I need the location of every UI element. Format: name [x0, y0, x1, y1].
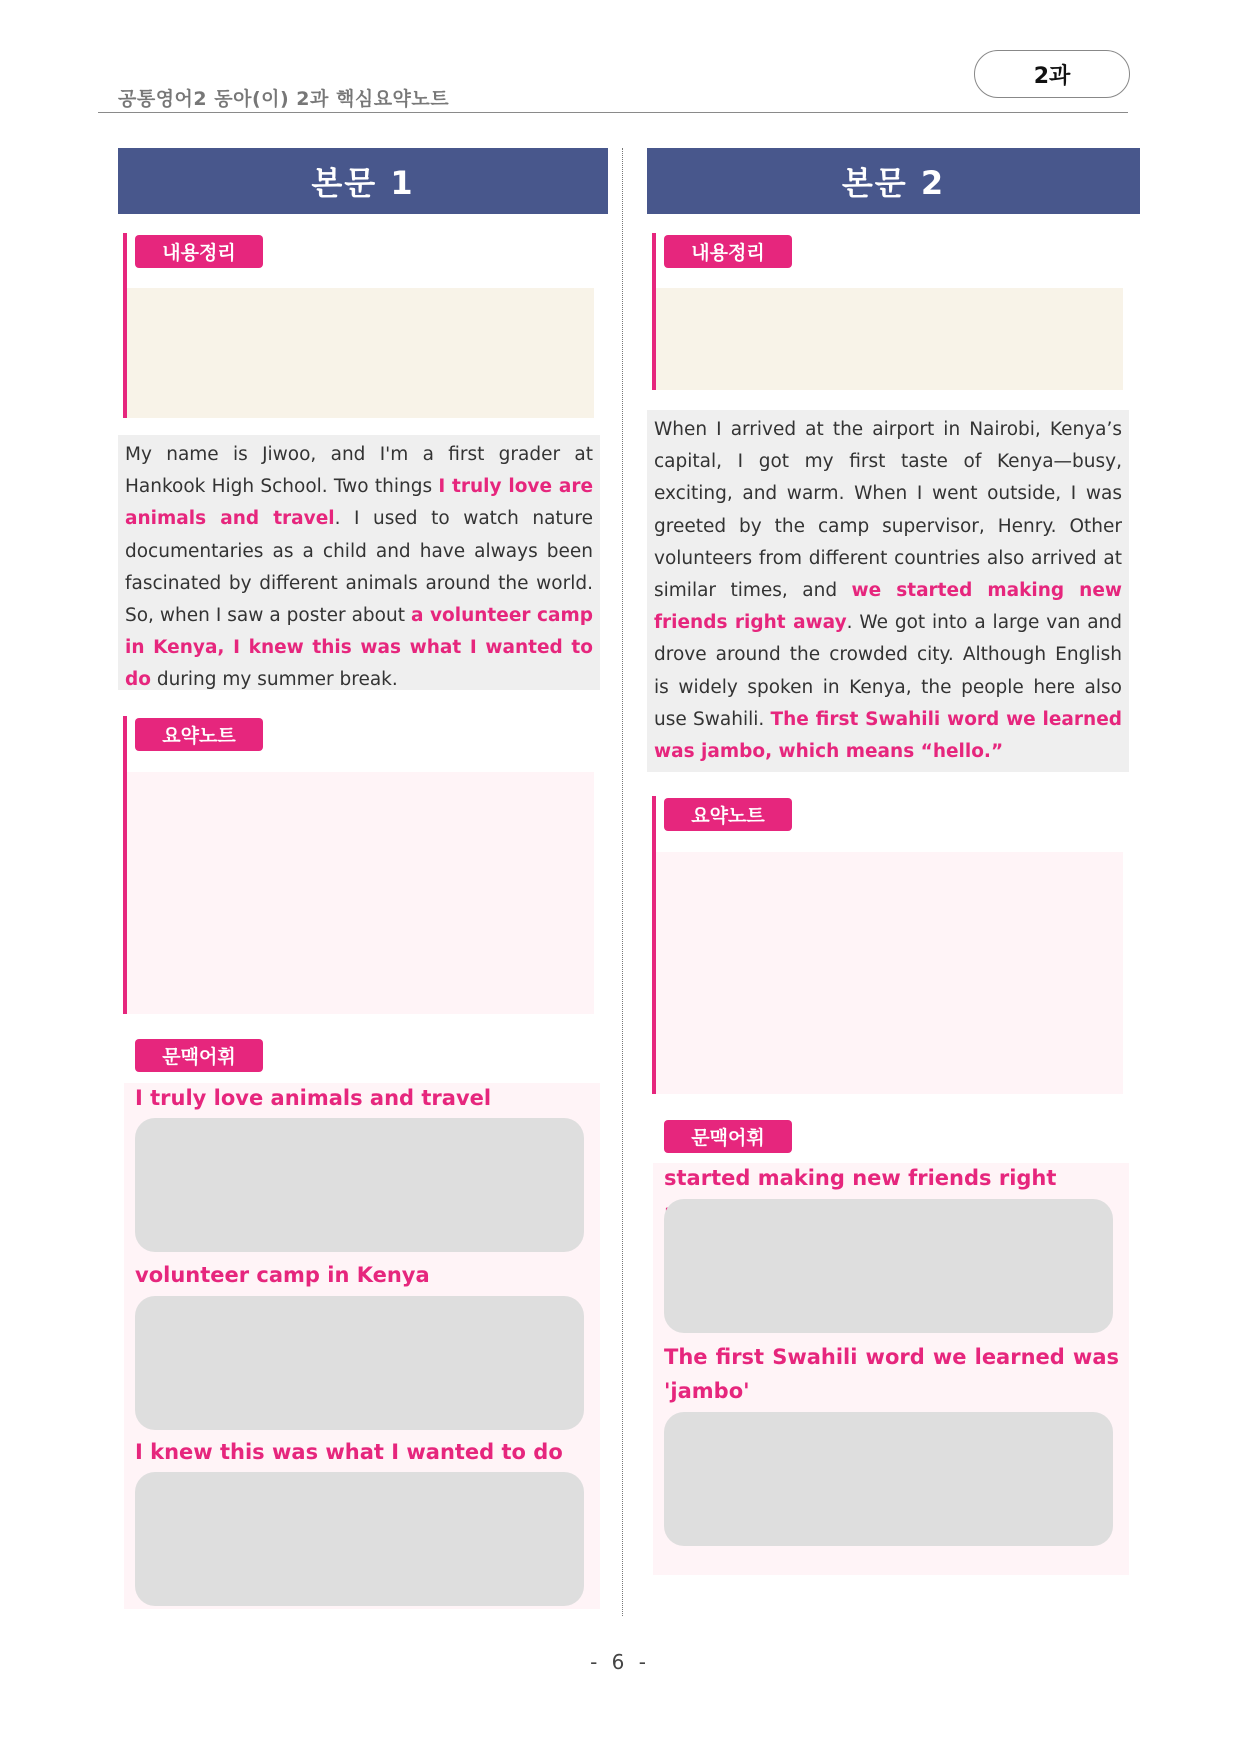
summary-label: 내용정리 — [664, 235, 792, 268]
vocab-answer-box — [135, 1296, 584, 1430]
notes-answer-area — [656, 852, 1123, 1094]
vocab-phrase: I truly love animals and travel — [135, 1086, 492, 1110]
passage-text-segment: When I arrived at the airport in Nairobi, Kenya’s capital, I got my first taste of Kenya—busy, exciting, and warm. When I went outside, I was greeted by the camp supervisor, Henry. Other volunteers from different countries also arrived at similar times, and — [654, 419, 1122, 602]
notes-label: 요약노트 — [664, 798, 792, 831]
key-phrase-highlight: I truly love are animals and travel — [125, 476, 593, 530]
lesson-badge: 2과 — [974, 50, 1130, 98]
passage-1-banner: 본문 1 — [118, 148, 608, 214]
vocab-label: 문맥어휘 — [135, 1039, 263, 1072]
summary-label: 내용정리 — [135, 235, 263, 268]
summary-answer-area — [656, 288, 1123, 390]
key-phrase-highlight: The first Swahili word we learned was jambo, which means “hello.” — [654, 708, 1122, 763]
passage-1-text — [118, 435, 600, 690]
notes-label: 요약노트 — [135, 718, 263, 751]
passage-text-segment: My name is Jiwoo, and I'm a first grader at Hankook High School. Two things — [125, 444, 593, 498]
key-phrase-highlight: we started making new friends right away — [654, 580, 1122, 634]
vocab-answer-box — [135, 1472, 584, 1606]
notes-answer-area — [127, 772, 594, 1014]
passage-text-segment: . I used to watch nature documentaries as a child and have always been fascinated by different animals around the world. So, when I saw a poster about — [125, 508, 593, 627]
passage-2-banner: 본문 2 — [647, 148, 1140, 214]
vocab-phrase: volunteer camp in Kenya — [135, 1263, 430, 1287]
key-phrase-highlight: a volunteer camp in Kenya, I knew this was what I wanted to do — [125, 605, 593, 691]
page-number: - 6 - — [590, 1650, 650, 1674]
passage-text-segment: . We got into a large van and drove around the crowded city. Although English is widely spoken in Kenya, the people here also use Swahili. — [654, 612, 1122, 730]
header-divider — [98, 112, 1128, 113]
passage-2-text — [647, 410, 1129, 772]
passage-text-segment: during my summer break. — [150, 669, 398, 691]
document-header-title: 공통영어2 동아(이) 2과 핵심요약노트 — [118, 88, 450, 110]
vocab-answer-box — [664, 1199, 1113, 1333]
vocab-label: 문맥어휘 — [664, 1120, 792, 1153]
vocab-phrase: I knew this was what I wanted to do — [135, 1440, 563, 1464]
vocab-phrase: The first Swahili word we learned was 'jambo' — [664, 1345, 1119, 1403]
vocab-phrase: started making new friends right — [664, 1166, 1057, 1190]
summary-answer-area — [127, 288, 594, 418]
vocab-answer-box — [135, 1118, 584, 1252]
column-divider — [622, 148, 623, 1616]
vocab-answer-box — [664, 1412, 1113, 1546]
